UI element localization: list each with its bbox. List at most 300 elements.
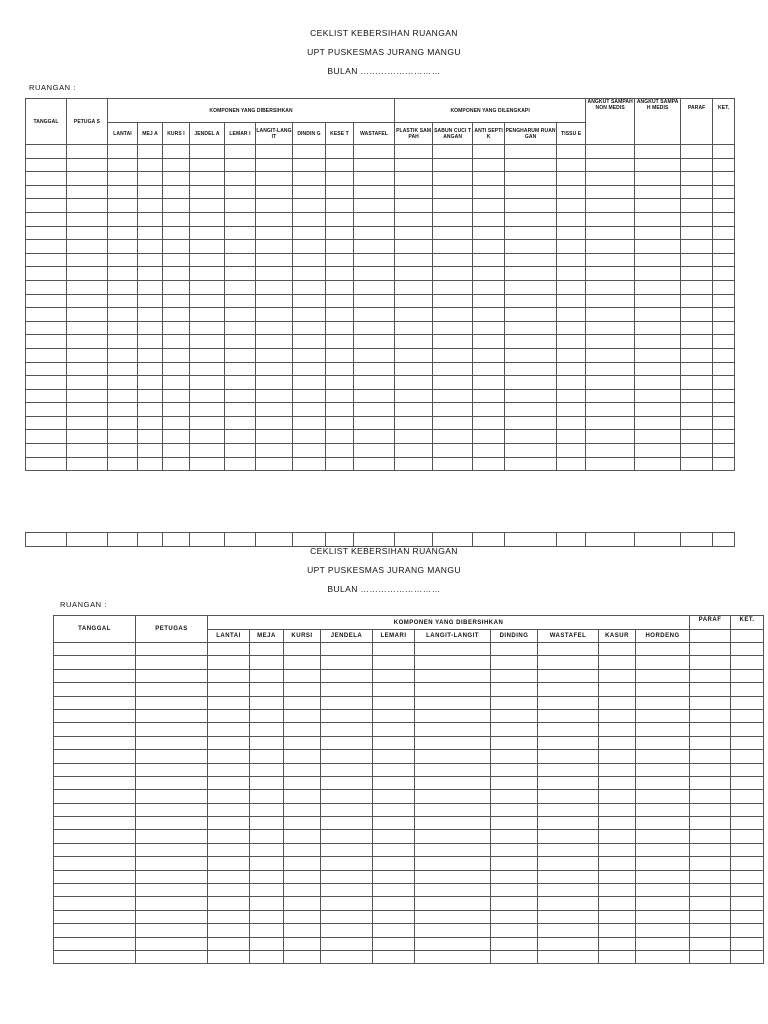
- table-cell: [108, 444, 138, 458]
- table-cell: [26, 294, 67, 308]
- table-cell: [635, 267, 681, 281]
- table-cell: [163, 253, 190, 267]
- table-cell: [250, 750, 284, 763]
- table-cell: [54, 709, 136, 722]
- table-cell: [505, 362, 557, 376]
- table-cell: [433, 226, 473, 240]
- table-cell: [505, 403, 557, 417]
- table-cell: [690, 763, 731, 776]
- table-cell: [681, 416, 713, 430]
- table-cell: [395, 294, 433, 308]
- table-cell: [163, 172, 190, 186]
- table-cell: [538, 884, 599, 897]
- table-cell: [163, 416, 190, 430]
- table-cell: [67, 240, 108, 254]
- table-cell: [190, 321, 225, 335]
- table-cell: [284, 830, 321, 843]
- header-group-equipped: KOMPONEN YANG DILENGKAPI: [395, 99, 586, 123]
- table-cell: [54, 950, 136, 963]
- table-cell: [321, 763, 373, 776]
- table-cell: [635, 533, 681, 547]
- table-row: [26, 158, 735, 172]
- table-cell: [538, 723, 599, 736]
- table-row: [54, 656, 764, 669]
- table-cell: [395, 444, 433, 458]
- table-cell: [731, 776, 764, 789]
- table-cell: [136, 763, 208, 776]
- table-cell: [395, 158, 433, 172]
- table-cell: [190, 172, 225, 186]
- header-langit-langit: LANGIT-LANGIT: [256, 123, 293, 145]
- table-cell: [690, 937, 731, 950]
- table-cell: [395, 362, 433, 376]
- header-langit-langit: LANGIT-LANGIT: [415, 630, 491, 643]
- table-cell: [138, 280, 163, 294]
- table-cell: [635, 444, 681, 458]
- table-cell: [190, 308, 225, 322]
- table-cell: [586, 172, 635, 186]
- table-cell: [163, 267, 190, 281]
- table-cell: [491, 643, 538, 656]
- table-cell: [636, 924, 690, 937]
- table-cell: [67, 253, 108, 267]
- table-cell: [636, 696, 690, 709]
- table-cell: [208, 736, 250, 749]
- table-cell: [67, 335, 108, 349]
- table-cell: [599, 750, 636, 763]
- table-cell: [293, 185, 326, 199]
- table-cell: [373, 924, 415, 937]
- table-cell: [681, 362, 713, 376]
- table-cell: [136, 870, 208, 883]
- table-cell: [395, 348, 433, 362]
- table-row: [26, 403, 735, 417]
- header-plastik-sampah: PLASTIK SAMPAH: [395, 123, 433, 145]
- table-cell: [395, 267, 433, 281]
- table-cell: [491, 910, 538, 923]
- table-cell: [373, 897, 415, 910]
- table-cell: [321, 910, 373, 923]
- table-cell: [190, 267, 225, 281]
- table-cell: [190, 253, 225, 267]
- table-cell: [681, 253, 713, 267]
- table-cell: [293, 240, 326, 254]
- table-cell: [54, 669, 136, 682]
- table-row: [54, 884, 764, 897]
- table-row: [26, 321, 735, 335]
- table-cell: [586, 457, 635, 471]
- table-cell: [136, 656, 208, 669]
- table-cell: [354, 294, 395, 308]
- table-cell: [138, 212, 163, 226]
- table-cell: [326, 145, 354, 159]
- table-cell: [26, 389, 67, 403]
- table-cell: [433, 389, 473, 403]
- table-cell: [67, 158, 108, 172]
- table-cell: [136, 643, 208, 656]
- table-row: [26, 226, 735, 240]
- table-cell: [354, 185, 395, 199]
- table-cell: [321, 643, 373, 656]
- table-cell: [505, 321, 557, 335]
- table-cell: [293, 212, 326, 226]
- table-cell: [373, 683, 415, 696]
- table-cell: [163, 321, 190, 335]
- table-cell: [505, 348, 557, 362]
- table-cell: [731, 924, 764, 937]
- table-cell: [138, 145, 163, 159]
- table-cell: [190, 199, 225, 213]
- header-dinding: DINDIN G: [293, 123, 326, 145]
- table-cell: [250, 736, 284, 749]
- table-cell: [415, 790, 491, 803]
- table-cell: [690, 643, 731, 656]
- table-cell: [415, 950, 491, 963]
- table-cell: [713, 533, 735, 547]
- table-row: [26, 362, 735, 376]
- table-cell: [54, 884, 136, 897]
- table-cell: [473, 145, 505, 159]
- table-row: [54, 763, 764, 776]
- table-cell: [690, 884, 731, 897]
- table-cell: [208, 656, 250, 669]
- table-cell: [473, 158, 505, 172]
- table-cell: [108, 533, 138, 547]
- table-cell: [373, 669, 415, 682]
- table-cell: [284, 937, 321, 950]
- table-cell: [636, 776, 690, 789]
- table-cell: [54, 656, 136, 669]
- table-cell: [690, 803, 731, 816]
- table-row: [54, 736, 764, 749]
- table-cell: [713, 199, 735, 213]
- table-cell: [636, 830, 690, 843]
- table-row: [54, 669, 764, 682]
- table-cell: [136, 843, 208, 856]
- table-row: [54, 643, 764, 656]
- table-cell: [586, 145, 635, 159]
- table-cell: [373, 870, 415, 883]
- table-cell: [293, 172, 326, 186]
- table-cell: [681, 145, 713, 159]
- table-cell: [395, 253, 433, 267]
- table-cell: [250, 910, 284, 923]
- table-cell: [67, 145, 108, 159]
- table-cell: [163, 444, 190, 458]
- table-cell: [713, 172, 735, 186]
- table-cell: [138, 533, 163, 547]
- table-cell: [415, 763, 491, 776]
- table-cell: [108, 335, 138, 349]
- table-cell: [586, 280, 635, 294]
- table-cell: [225, 145, 256, 159]
- table-cell: [433, 430, 473, 444]
- table-cell: [321, 950, 373, 963]
- table-cell: [326, 158, 354, 172]
- table-cell: [636, 910, 690, 923]
- table-cell: [321, 709, 373, 722]
- table-cell: [163, 389, 190, 403]
- table-cell: [208, 643, 250, 656]
- table-cell: [505, 294, 557, 308]
- table-cell: [473, 362, 505, 376]
- table-cell: [208, 884, 250, 897]
- table-cell: [491, 897, 538, 910]
- table-cell: [505, 240, 557, 254]
- table-cell: [225, 444, 256, 458]
- table-cell: [321, 857, 373, 870]
- table-row: [54, 830, 764, 843]
- table-cell: [557, 185, 586, 199]
- table-cell: [108, 253, 138, 267]
- table-cell: [354, 145, 395, 159]
- table-cell: [473, 533, 505, 547]
- table-cell: [473, 308, 505, 322]
- table-cell: [636, 669, 690, 682]
- table-cell: [293, 308, 326, 322]
- table-cell: [256, 226, 293, 240]
- table-cell: [26, 335, 67, 349]
- table-cell: [354, 389, 395, 403]
- table-cell: [26, 362, 67, 376]
- table-cell: [321, 817, 373, 830]
- table-cell: [395, 212, 433, 226]
- table-cell: [713, 348, 735, 362]
- table-cell: [473, 376, 505, 390]
- table-cell: [473, 267, 505, 281]
- table-cell: [636, 870, 690, 883]
- table-cell: [433, 253, 473, 267]
- table-cell: [731, 643, 764, 656]
- table-cell: [505, 444, 557, 458]
- table-cell: [491, 924, 538, 937]
- table-cell: [354, 308, 395, 322]
- table-cell: [354, 457, 395, 471]
- table-cell: [491, 803, 538, 816]
- table-cell: [586, 240, 635, 254]
- table-row: [54, 857, 764, 870]
- table-cell: [67, 185, 108, 199]
- table-cell: [250, 790, 284, 803]
- table-cell: [138, 294, 163, 308]
- table-cell: [586, 267, 635, 281]
- table-cell: [108, 348, 138, 362]
- header-angkut-medis: ANGKUT SAMPAH MEDIS: [635, 99, 681, 145]
- table-cell: [636, 843, 690, 856]
- table-cell: [491, 736, 538, 749]
- table-cell: [54, 750, 136, 763]
- table-cell: [415, 669, 491, 682]
- table-cell: [373, 884, 415, 897]
- table-cell: [373, 696, 415, 709]
- table-cell: [354, 533, 395, 547]
- table-cell: [395, 199, 433, 213]
- table-cell: [108, 321, 138, 335]
- table-cell: [731, 817, 764, 830]
- table-cell: [190, 145, 225, 159]
- table-cell: [681, 403, 713, 417]
- table-cell: [636, 950, 690, 963]
- table-cell: [293, 376, 326, 390]
- table-cell: [681, 348, 713, 362]
- table-cell: [395, 145, 433, 159]
- table-cell: [54, 776, 136, 789]
- header-tissue: TISSU E: [557, 123, 586, 145]
- table-cell: [473, 294, 505, 308]
- table-cell: [250, 776, 284, 789]
- form2-room-label: RUANGAN :: [60, 600, 108, 609]
- table-row: [54, 723, 764, 736]
- table-cell: [538, 790, 599, 803]
- table-cell: [599, 643, 636, 656]
- header-angkut-non-medis: ANGKUT SAMPAH NON MEDIS: [586, 99, 635, 145]
- table-cell: [373, 830, 415, 843]
- table-cell: [557, 430, 586, 444]
- table-cell: [326, 362, 354, 376]
- table-cell: [208, 803, 250, 816]
- table-cell: [354, 199, 395, 213]
- table-cell: [67, 416, 108, 430]
- table-cell: [250, 870, 284, 883]
- table-cell: [163, 457, 190, 471]
- table-cell: [586, 376, 635, 390]
- table-cell: [225, 416, 256, 430]
- table-cell: [636, 817, 690, 830]
- table-cell: [681, 280, 713, 294]
- table-cell: [284, 857, 321, 870]
- table-cell: [26, 185, 67, 199]
- table-cell: [163, 362, 190, 376]
- table-cell: [138, 457, 163, 471]
- header-tanggal: TANGGAL: [26, 99, 67, 145]
- table-cell: [395, 389, 433, 403]
- table-cell: [731, 897, 764, 910]
- table-cell: [108, 457, 138, 471]
- table-cell: [713, 457, 735, 471]
- table-cell: [326, 533, 354, 547]
- table-cell: [473, 403, 505, 417]
- table-cell: [54, 924, 136, 937]
- table-cell: [586, 253, 635, 267]
- table-cell: [636, 897, 690, 910]
- table-cell: [256, 240, 293, 254]
- table-cell: [208, 817, 250, 830]
- table-cell: [586, 212, 635, 226]
- table-cell: [491, 790, 538, 803]
- table-cell: [433, 308, 473, 322]
- table-cell: [250, 817, 284, 830]
- table-cell: [225, 172, 256, 186]
- table-cell: [557, 348, 586, 362]
- table-cell: [293, 362, 326, 376]
- table-cell: [250, 897, 284, 910]
- table-cell: [136, 790, 208, 803]
- table-cell: [473, 444, 505, 458]
- table-cell: [321, 790, 373, 803]
- table-cell: [690, 897, 731, 910]
- table-cell: [635, 158, 681, 172]
- table-cell: [108, 199, 138, 213]
- table-cell: [190, 348, 225, 362]
- table-cell: [473, 335, 505, 349]
- table-cell: [256, 444, 293, 458]
- table-cell: [67, 212, 108, 226]
- table-cell: [190, 335, 225, 349]
- table-cell: [54, 937, 136, 950]
- table-cell: [321, 696, 373, 709]
- table-row: [54, 910, 764, 923]
- table-cell: [599, 924, 636, 937]
- table-cell: [138, 403, 163, 417]
- table-cell: [284, 790, 321, 803]
- table-cell: [326, 348, 354, 362]
- table-cell: [293, 226, 326, 240]
- table-cell: [326, 172, 354, 186]
- table-cell: [491, 709, 538, 722]
- table-cell: [26, 145, 67, 159]
- table-cell: [136, 750, 208, 763]
- table-cell: [586, 158, 635, 172]
- table-cell: [354, 280, 395, 294]
- table-cell: [731, 884, 764, 897]
- table-cell: [635, 172, 681, 186]
- table-cell: [557, 226, 586, 240]
- table-cell: [395, 416, 433, 430]
- table-cell: [67, 199, 108, 213]
- table-cell: [225, 321, 256, 335]
- table-cell: [321, 937, 373, 950]
- table-cell: [599, 897, 636, 910]
- table-cell: [635, 212, 681, 226]
- table-cell: [586, 430, 635, 444]
- table-cell: [373, 843, 415, 856]
- table-row: [54, 843, 764, 856]
- table-cell: [54, 763, 136, 776]
- table-cell: [163, 185, 190, 199]
- table-cell: [256, 376, 293, 390]
- table-cell: [586, 294, 635, 308]
- header-keset: KESE T: [326, 123, 354, 145]
- table-cell: [354, 158, 395, 172]
- table-cell: [138, 430, 163, 444]
- table-cell: [26, 280, 67, 294]
- table-cell: [354, 430, 395, 444]
- table-cell: [473, 172, 505, 186]
- table-cell: [538, 750, 599, 763]
- table-cell: [731, 803, 764, 816]
- table-cell: [491, 843, 538, 856]
- header-pengharum-ruangan: PENGHARUM RUANGAN: [505, 123, 557, 145]
- table-cell: [225, 294, 256, 308]
- table-cell: [190, 158, 225, 172]
- table-cell: [373, 817, 415, 830]
- table-row: [26, 267, 735, 281]
- table-cell: [26, 199, 67, 213]
- table-cell: [190, 444, 225, 458]
- table-cell: [108, 416, 138, 430]
- table-cell: [635, 321, 681, 335]
- table-cell: [395, 403, 433, 417]
- table-cell: [293, 321, 326, 335]
- table-cell: [326, 376, 354, 390]
- table-cell: [491, 750, 538, 763]
- table-cell: [538, 817, 599, 830]
- table-cell: [293, 280, 326, 294]
- table-cell: [256, 253, 293, 267]
- table-cell: [293, 267, 326, 281]
- table-cell: [321, 830, 373, 843]
- table-cell: [681, 185, 713, 199]
